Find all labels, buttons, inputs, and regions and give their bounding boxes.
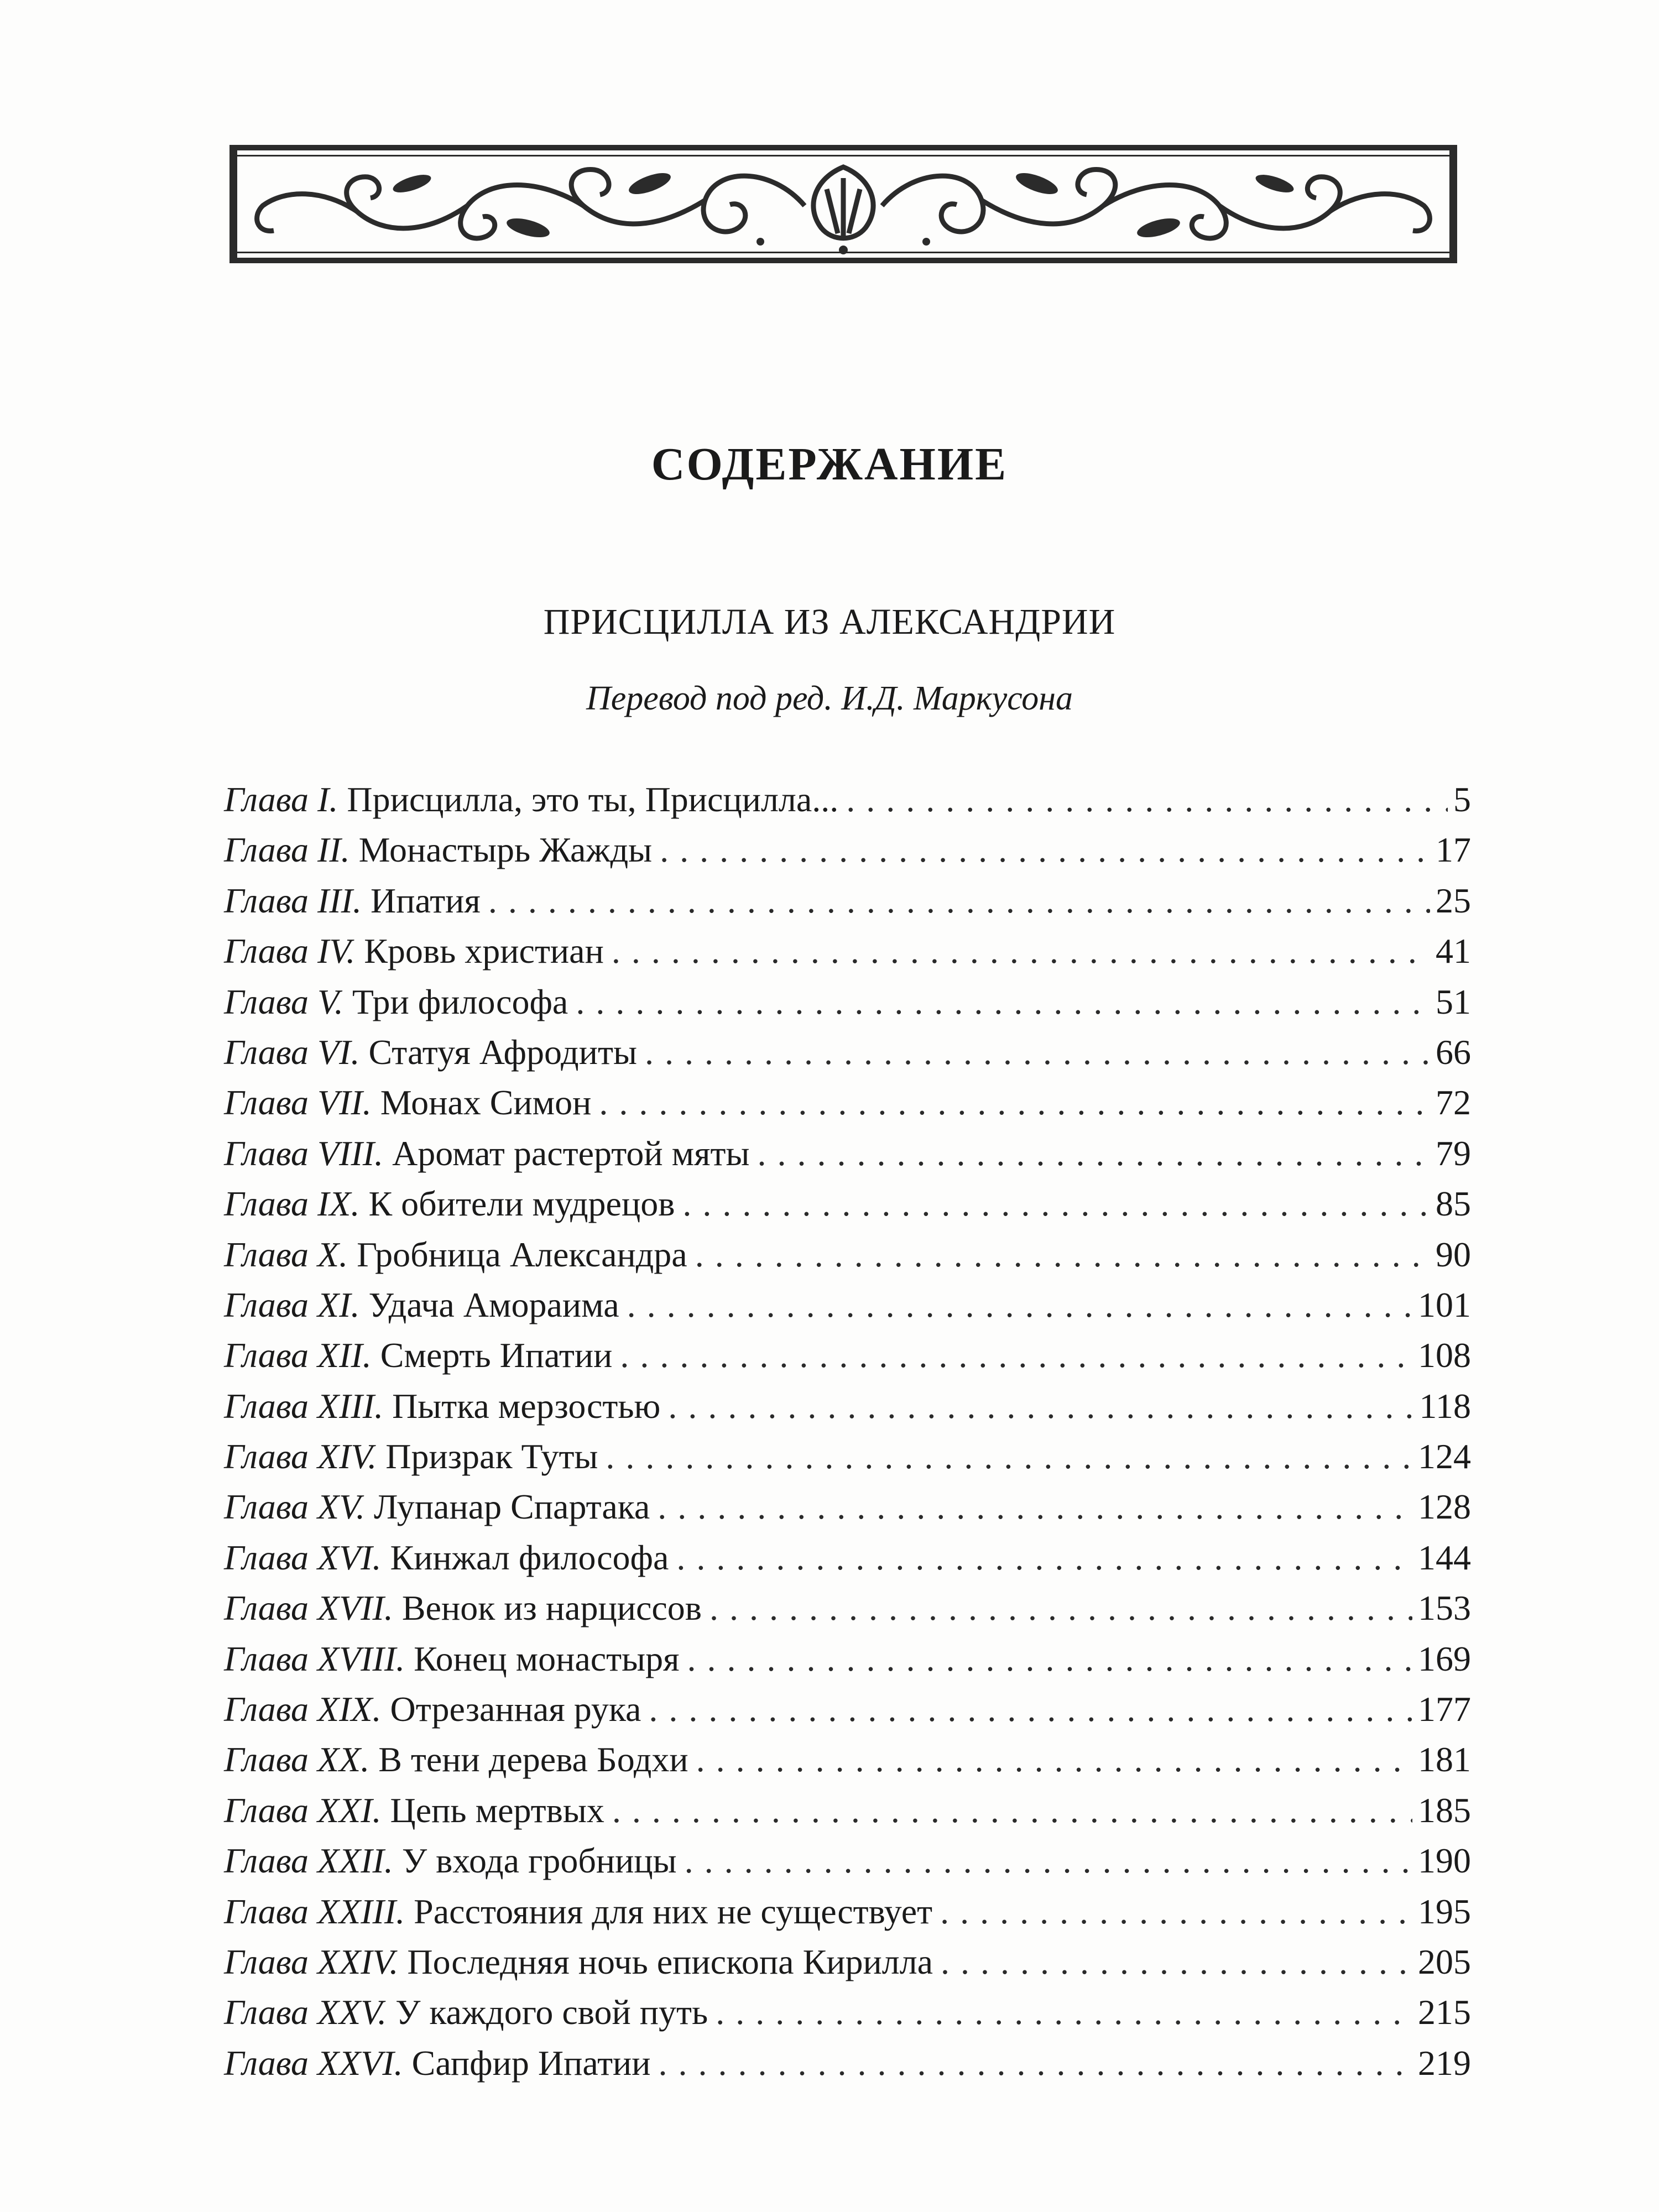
page-number: 219 <box>1418 2043 1471 2083</box>
chapter-title: Ипатия <box>370 880 481 920</box>
dot-leader <box>687 1634 1412 1684</box>
chapter-title: Три философа <box>352 982 568 1021</box>
chapter-title: Призрак Туты <box>385 1437 598 1477</box>
dot-leader <box>846 774 1448 825</box>
dot-leader <box>649 1684 1412 1734</box>
chapter-title: Монастырь Жажды <box>358 830 653 870</box>
dot-leader <box>627 1280 1412 1330</box>
toc-entry <box>224 1634 1471 1684</box>
toc-entry <box>224 825 1471 875</box>
chapter-number: Глава XVIII. <box>224 1639 405 1678</box>
toc-entry <box>224 1178 1471 1229</box>
chapter-title: Цепь мертвых <box>390 1790 604 1830</box>
page-number: 118 <box>1419 1386 1471 1426</box>
page-number: 195 <box>1418 1891 1471 1931</box>
chapter-number: Глава XV. <box>224 1487 365 1527</box>
dot-leader <box>696 1734 1412 1785</box>
chapter-title: Венок из нарциссов <box>401 1588 702 1628</box>
page-number: 124 <box>1418 1437 1471 1477</box>
page-number: 144 <box>1418 1537 1471 1577</box>
chapter-number: Глава XII. <box>224 1335 372 1375</box>
page-number: 108 <box>1418 1335 1471 1375</box>
toc-entry <box>224 1128 1471 1178</box>
toc-entry <box>224 2038 1471 2088</box>
chapter-title: Гробница Александра <box>357 1234 687 1274</box>
chapter-title: Конец монастыря <box>414 1639 680 1678</box>
toc-entry <box>224 1077 1471 1128</box>
chapter-number: Глава XXII. <box>224 1841 393 1881</box>
chapter-number: Глава XIX. <box>224 1689 382 1729</box>
chapter-title: Удача Амораима <box>368 1285 619 1324</box>
dot-leader <box>676 1532 1412 1583</box>
toc-entry <box>224 1330 1471 1380</box>
page-number: 79 <box>1436 1133 1471 1173</box>
dot-leader <box>488 875 1430 926</box>
chapter-number: Глава III. <box>224 880 362 920</box>
chapter-title: Смерть Ипатии <box>380 1335 613 1375</box>
toc-entry <box>224 1532 1471 1583</box>
chapter-title: Присцилла, это ты, Присцилла... <box>347 780 839 819</box>
dot-leader <box>612 1785 1412 1835</box>
dot-leader <box>645 1027 1430 1077</box>
toc-entry <box>224 977 1471 1027</box>
chapter-title: Кинжал философа <box>390 1537 669 1577</box>
chapter-title: Сапфир Ипатии <box>411 2043 651 2083</box>
page-number: 185 <box>1418 1790 1471 1830</box>
page-number: 85 <box>1436 1184 1471 1224</box>
page-number: 51 <box>1436 982 1471 1021</box>
chapter-title: Кровь христиан <box>364 931 604 971</box>
chapter-title: У входа гробницы <box>401 1841 677 1881</box>
chapter-title: Монах Симон <box>380 1083 592 1123</box>
chapter-title: Лупанар Спартака <box>373 1487 650 1527</box>
page-number: 41 <box>1436 931 1471 971</box>
chapter-number: Глава XX. <box>224 1740 370 1780</box>
page-number: 101 <box>1418 1285 1471 1324</box>
chapter-number: Глава VII. <box>224 1083 372 1123</box>
chapter-number: Глава XXIII. <box>224 1891 405 1931</box>
toc-entry <box>224 1381 1471 1431</box>
chapter-number: Глава XXIV. <box>224 1942 399 1981</box>
toc-entry <box>224 1937 1471 1987</box>
chapter-title: Статуя Афродиты <box>368 1032 637 1072</box>
dot-leader <box>606 1431 1412 1481</box>
toc-entry <box>224 1886 1471 1937</box>
chapter-title: Отрезанная рука <box>390 1689 641 1729</box>
chapter-number: Глава V. <box>224 982 343 1021</box>
page-number: 25 <box>1436 880 1471 920</box>
page-number: 72 <box>1436 1083 1471 1123</box>
chapter-number: Глава XIII. <box>224 1386 384 1426</box>
chapter-number: Глава XI. <box>224 1285 360 1324</box>
dot-leader <box>940 1886 1412 1937</box>
page-number: 205 <box>1418 1942 1471 1981</box>
chapter-number: Глава VIII. <box>224 1133 384 1173</box>
chapter-title: К обители мудрецов <box>368 1184 675 1224</box>
baroque-scroll-ornament-icon <box>229 145 1457 263</box>
dot-leader <box>716 1987 1412 2037</box>
toc-entry <box>224 1987 1471 2037</box>
toc-heading: СОДЕРЖАНИЕ <box>651 439 1008 490</box>
toc-entry <box>224 1785 1471 1835</box>
toc-entry <box>224 1684 1471 1734</box>
chapter-number: Глава II. <box>224 830 350 870</box>
page-number: 181 <box>1418 1740 1471 1780</box>
dot-leader <box>682 1178 1430 1229</box>
page-number: 215 <box>1418 1992 1471 2032</box>
toc-entry <box>224 1481 1471 1532</box>
chapter-number: Глава X. <box>224 1234 348 1274</box>
chapter-title: Аромат растертой мяты <box>392 1133 750 1173</box>
toc-entry <box>224 1280 1471 1330</box>
work-title: ПРИСЦИЛЛА ИЗ АЛЕКСАНДРИИ <box>543 602 1116 642</box>
dot-leader <box>709 1583 1412 1633</box>
toc-entry <box>224 1583 1471 1633</box>
chapter-number: Глава IX. <box>224 1184 360 1224</box>
dot-leader <box>576 977 1430 1027</box>
dot-leader <box>941 1937 1412 1987</box>
toc-entry <box>224 774 1471 825</box>
page-number: 17 <box>1436 830 1471 870</box>
toc-entry <box>224 1229 1471 1280</box>
chapter-title: У каждого свой путь <box>395 1992 708 2032</box>
chapter-number: Глава XVI. <box>224 1537 382 1577</box>
toc-entry <box>224 1835 1471 1886</box>
page-number: 5 <box>1453 780 1471 819</box>
page-number: 128 <box>1418 1487 1471 1527</box>
dot-leader <box>599 1077 1430 1128</box>
chapter-title: Расстояния для них не существует <box>414 1891 933 1931</box>
chapter-number: Глава XVII. <box>224 1588 393 1628</box>
chapter-number: Глава XXI. <box>224 1790 382 1830</box>
chapter-number: Глава I. <box>224 780 338 819</box>
chapter-number: Глава XIV. <box>224 1437 377 1477</box>
dot-leader <box>668 1381 1413 1431</box>
dot-leader <box>659 2038 1412 2088</box>
table-of-contents <box>224 774 1471 2088</box>
dot-leader <box>658 1481 1412 1532</box>
toc-entry <box>224 1734 1471 1785</box>
dot-leader <box>660 825 1430 875</box>
toc-entry <box>224 1431 1471 1481</box>
chapter-number: Глава XXVI. <box>224 2043 403 2083</box>
chapter-title: Последняя ночь епископа Кирилла <box>407 1942 933 1981</box>
toc-entry <box>224 875 1471 926</box>
chapter-number: Глава VI. <box>224 1032 360 1072</box>
chapter-title: Пытка мерзостью <box>392 1386 661 1426</box>
page-number: 177 <box>1418 1689 1471 1729</box>
page-number: 153 <box>1418 1588 1471 1628</box>
dot-leader <box>620 1330 1412 1380</box>
page-number: 90 <box>1436 1234 1471 1274</box>
dot-leader <box>757 1128 1430 1178</box>
chapter-number: Глава XXV. <box>224 1992 387 2032</box>
page-number: 169 <box>1418 1639 1471 1678</box>
chapter-number: Глава IV. <box>224 931 356 971</box>
page-number: 190 <box>1418 1841 1471 1881</box>
translator-credit: Перевод под ред. И.Д. Маркусона <box>586 680 1073 717</box>
dot-leader <box>695 1229 1430 1280</box>
toc-entry <box>224 1027 1471 1077</box>
page-number: 66 <box>1436 1032 1471 1072</box>
toc-entry <box>224 926 1471 976</box>
chapter-title: В тени дерева Бодхи <box>378 1740 688 1780</box>
dot-leader <box>612 926 1430 976</box>
dot-leader <box>685 1835 1412 1886</box>
